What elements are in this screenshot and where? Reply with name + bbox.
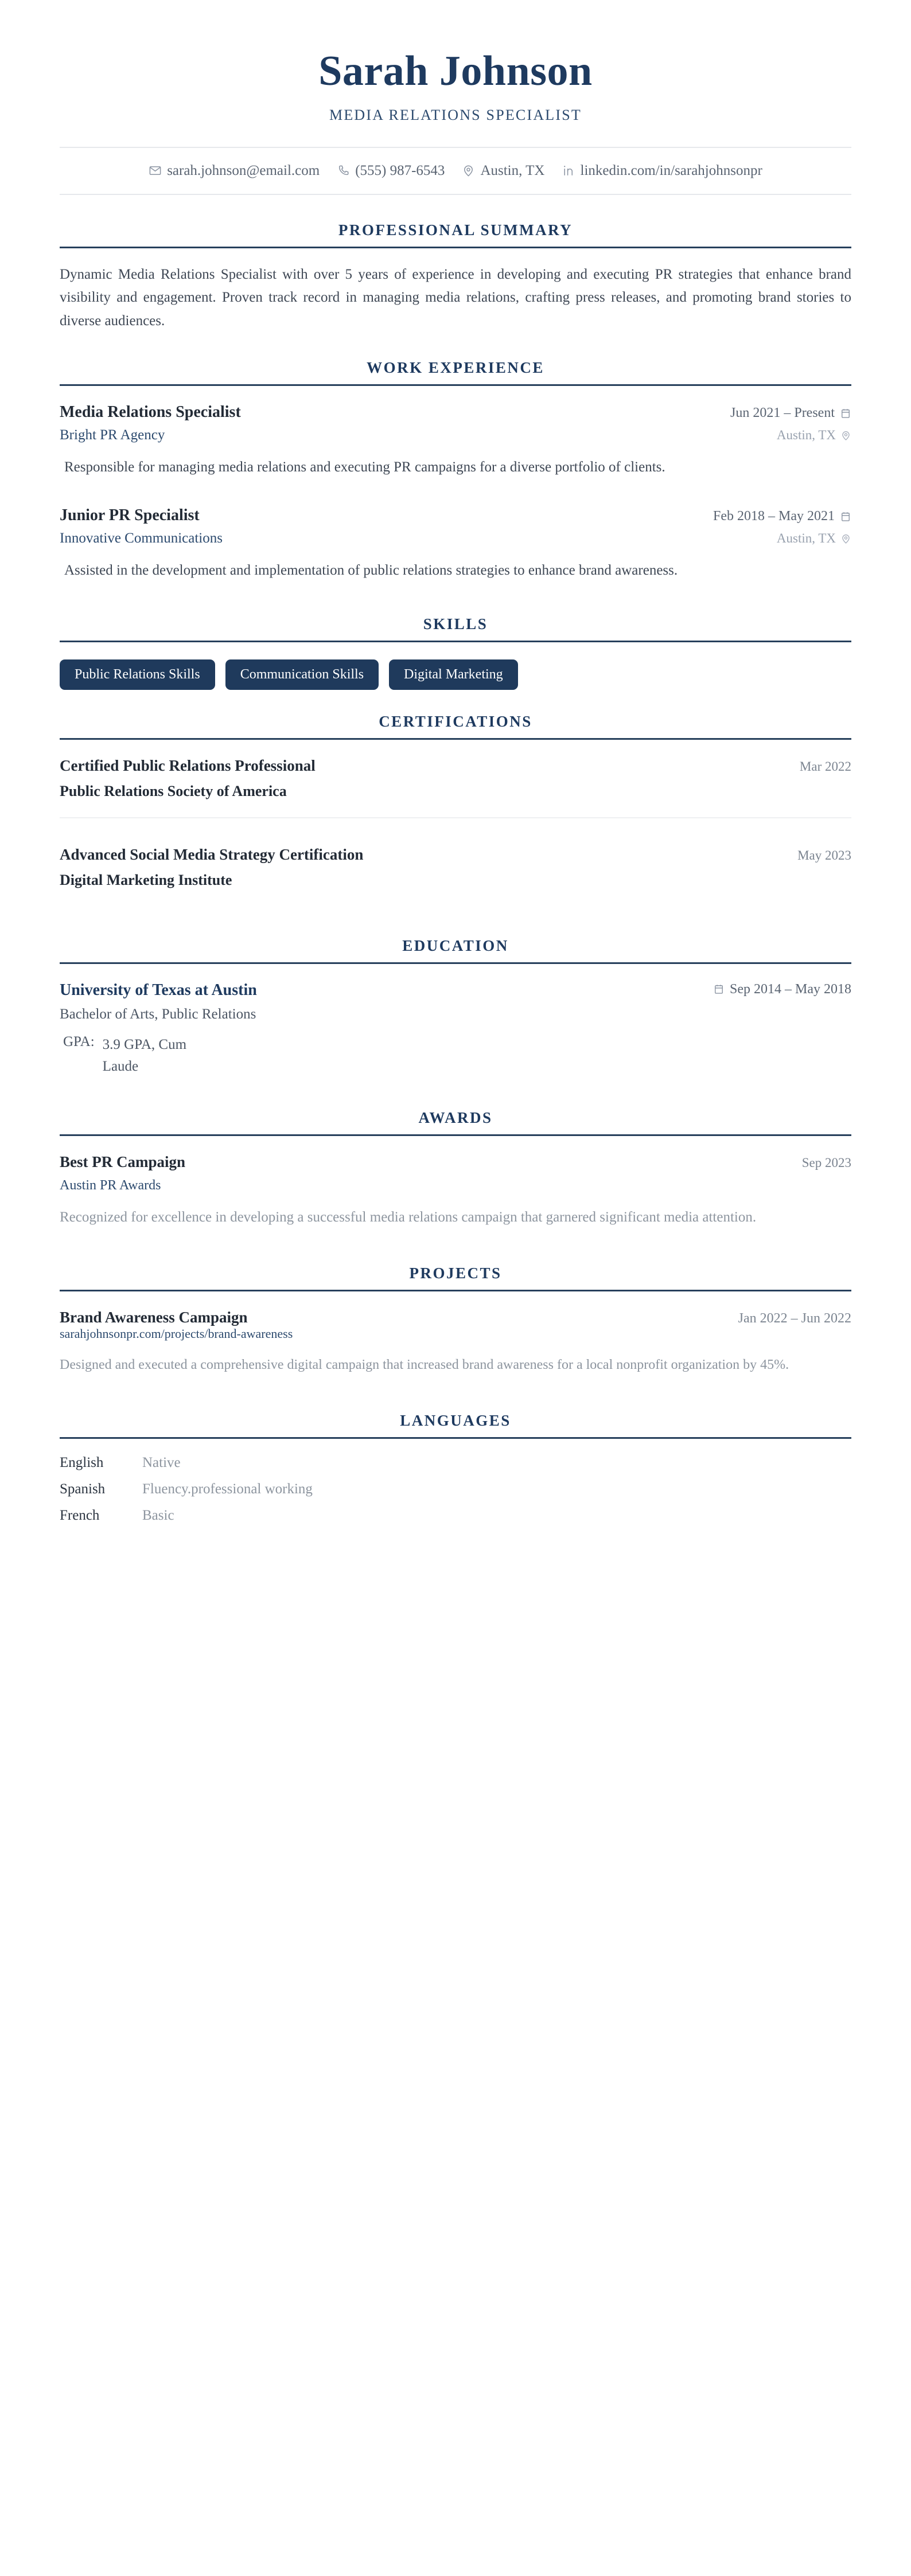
work-company: Bright PR Agency xyxy=(60,427,165,443)
project-description: Designed and executed a comprehensive digital campaign that increased brand awareness for a local nonprofit organization by 45%. xyxy=(60,1357,789,1373)
section-title-work: WORK EXPERIENCE xyxy=(367,359,544,377)
language-name: English xyxy=(60,1454,104,1470)
language-level: Fluency.professional working xyxy=(142,1481,313,1497)
language-row xyxy=(60,1481,851,1497)
certification-item xyxy=(60,740,851,817)
work-dates-text: Feb 2018 – May 2021 xyxy=(713,509,835,524)
section-divider xyxy=(60,1437,851,1439)
section-awards xyxy=(60,1109,851,1229)
work-role: Junior PR Specialist xyxy=(60,506,200,525)
skill-pill[interactable]: Digital Marketing xyxy=(389,659,518,690)
language-level: Basic xyxy=(142,1507,174,1523)
project-name: Brand Awareness Campaign xyxy=(60,1309,248,1326)
contact-linkedin[interactable] xyxy=(562,163,762,179)
contact-location xyxy=(462,163,544,179)
envelope-icon xyxy=(149,164,162,177)
contact-location-text: Austin, TX xyxy=(480,162,545,178)
calendar-icon xyxy=(840,511,851,522)
certification-issuer: Public Relations Society of America xyxy=(60,783,287,800)
work-dates xyxy=(713,509,851,524)
project-item xyxy=(60,1309,851,1376)
section-skills xyxy=(60,615,851,690)
section-title-certifications: CERTIFICATIONS xyxy=(379,713,532,731)
education-school: University of Texas at Austin xyxy=(60,981,257,1000)
education-item xyxy=(60,981,851,1077)
section-certifications xyxy=(60,713,851,906)
award-item xyxy=(60,1153,851,1229)
skill-pill[interactable]: Communication Skills xyxy=(225,659,379,690)
section-title-summary: PROFESSIONAL SUMMARY xyxy=(338,221,573,239)
language-row xyxy=(60,1455,851,1471)
work-location xyxy=(777,428,851,443)
project-link[interactable]: sarahjohnsonpr.com/projects/brand-awareness xyxy=(60,1326,293,1341)
award-issuer: Austin PR Awards xyxy=(60,1178,161,1193)
calendar-icon xyxy=(713,983,725,995)
candidate-headline: MEDIA RELATIONS SPECIALIST xyxy=(329,106,582,123)
language-level: Native xyxy=(142,1454,181,1470)
resume-header xyxy=(60,49,851,195)
candidate-name: Sarah Johnson xyxy=(318,48,593,95)
education-dates xyxy=(713,982,851,997)
certification-name: Certified Public Relations Professional xyxy=(60,757,316,775)
education-gpa-value: 3.9 GPA, Cum Laude xyxy=(102,1037,187,1074)
section-work-experience xyxy=(60,359,851,582)
project-dates: Jan 2022 – Jun 2022 xyxy=(738,1311,851,1326)
resume-content xyxy=(60,0,851,2268)
work-location-text: Austin, TX xyxy=(776,531,836,546)
section-education xyxy=(60,937,851,1077)
work-description: Assisted in the development and implementation of public relations strategies to enhance brand awareness. xyxy=(64,563,678,579)
section-divider xyxy=(60,247,851,248)
certification-name: Advanced Social Media Strategy Certification xyxy=(60,846,364,864)
award-description: Recognized for excellence in developing a successful media relations campaign that garnered significant media attention. xyxy=(60,1209,757,1225)
work-location-text: Austin, TX xyxy=(776,428,836,443)
location-pin-icon xyxy=(840,533,851,544)
section-title-languages: LANGUAGES xyxy=(400,1411,511,1429)
skill-list xyxy=(60,659,851,690)
section-languages xyxy=(60,1412,851,1524)
section-title-projects: PROJECTS xyxy=(409,1264,502,1282)
location-pin-icon xyxy=(462,164,475,177)
award-name: Best PR Campaign xyxy=(60,1153,186,1171)
education-degree: Bachelor of Arts, Public Relations xyxy=(60,1006,256,1022)
section-projects xyxy=(60,1264,851,1376)
work-company: Innovative Communications xyxy=(60,530,223,547)
language-list xyxy=(60,1455,851,1524)
language-name: Spanish xyxy=(60,1481,106,1497)
work-role: Media Relations Specialist xyxy=(60,403,241,421)
work-description: Responsible for managing media relations and executing PR campaigns for a diverse portfolio of clients. xyxy=(64,459,665,475)
section-divider xyxy=(60,1290,851,1291)
section-divider xyxy=(60,962,851,964)
location-pin-icon xyxy=(840,430,851,441)
certification-issuer: Digital Marketing Institute xyxy=(60,872,232,889)
contact-email[interactable] xyxy=(149,163,320,179)
education-dates-text: Sep 2014 – May 2018 xyxy=(730,981,851,997)
contact-email-text: sarah.johnson@email.com xyxy=(167,162,320,178)
phone-icon xyxy=(337,164,350,177)
certification-date: May 2023 xyxy=(797,848,851,863)
language-name: French xyxy=(60,1507,100,1523)
work-dates-text: Jun 2021 – Present xyxy=(730,405,835,421)
work-dates xyxy=(730,405,851,421)
education-gpa-label: GPA: xyxy=(63,1034,95,1050)
education-gpa xyxy=(60,1034,851,1077)
contact-phone[interactable] xyxy=(337,163,445,179)
section-divider xyxy=(60,641,851,642)
section-divider xyxy=(60,1134,851,1136)
contact-phone-text: (555) 987-6543 xyxy=(355,162,445,178)
section-title-education: EDUCATION xyxy=(402,937,509,955)
calendar-icon xyxy=(840,408,851,419)
section-title-awards: AWARDS xyxy=(418,1109,493,1127)
contact-bar xyxy=(60,147,851,195)
skill-pill[interactable]: Public Relations Skills xyxy=(60,659,215,690)
section-divider xyxy=(60,384,851,386)
work-entry xyxy=(60,506,851,582)
linkedin-icon xyxy=(562,164,575,177)
contact-linkedin-text: linkedin.com/in/sarahjohnsonpr xyxy=(580,162,762,178)
work-entry xyxy=(60,403,851,479)
section-professional-summary xyxy=(60,221,851,333)
summary-text: Dynamic Media Relations Specialist with over 5 years of experience in developing and executing PR strategies that enhance brand visibility and engagement. Proven track record in managing media relations, crafting press releases, and promoting brand stories to diverse audiences. xyxy=(60,266,851,329)
language-row xyxy=(60,1508,851,1524)
page-whitespace xyxy=(60,1534,851,2268)
certification-item xyxy=(60,817,851,906)
section-title-skills: SKILLS xyxy=(423,615,488,633)
certification-date: Mar 2022 xyxy=(799,759,851,774)
work-location xyxy=(777,531,851,546)
award-date: Sep 2023 xyxy=(801,1156,851,1170)
